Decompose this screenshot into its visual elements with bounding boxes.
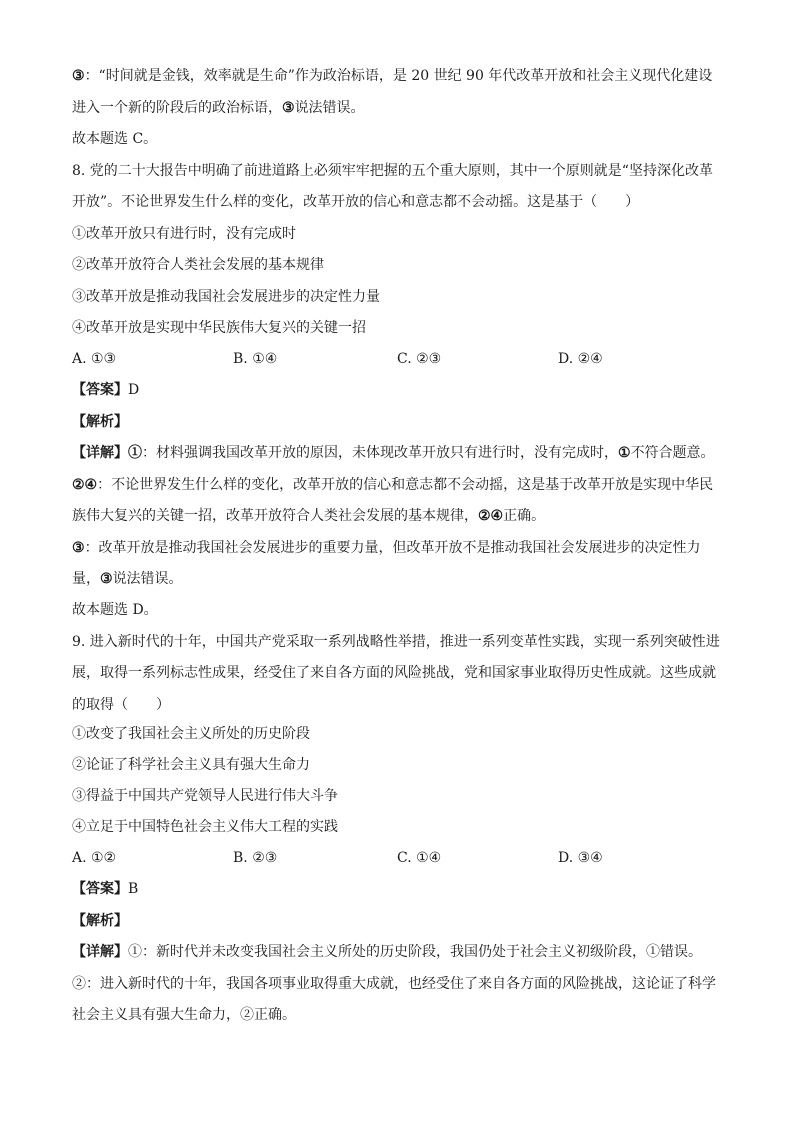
bold-mark: ① (128, 445, 142, 461)
q8-analysis-label: 【解析】 (72, 414, 128, 430)
text: 进入一个新的阶段后的政治标语， (72, 100, 282, 116)
answer-value: B (128, 881, 139, 897)
q9-option-a: A. ①② (72, 850, 117, 866)
text: ①：新时代并未改变我国社会主义所处的历史阶段，我国仍处于社会主义初级阶段，①错误。 (128, 944, 702, 960)
q8-detail-line-5 (72, 569, 728, 589)
q9-stem-line-1: 9. 进入新时代的十年，中国共产党采取一系列战略性举措，推进一系列变革性实践，实现一系列突破性进 (72, 634, 720, 650)
prev-analysis-line-1 (72, 66, 728, 86)
text: ：材料强调我国改革开放的原因，未体现改革开放只有进行时，没有完成时， (142, 445, 618, 461)
q9-statement-1: ①改变了我国社会主义所处的历史阶段 (72, 726, 310, 742)
q8-answer (72, 380, 728, 400)
q9-detail-line-3: 社会主义具有强大生命力，②正确。 (72, 1007, 296, 1023)
text: 说法错误。 (112, 571, 183, 587)
q8-stem-line-1: 8. 党的二十大报告中明确了前进道路上必须牢牢把握的五个重大原则，其中一个原则就是“坚持深化改革 (72, 163, 713, 179)
text: 量， (72, 571, 100, 587)
text: 说法错误。 (294, 100, 365, 116)
q8-stem-line-2: 开放”。不论世界发生什么样的变化，改革开放的信心和意志都不会动摇。这是基于（ ） (72, 194, 640, 210)
q9-option-b: B. ②③ (233, 850, 278, 866)
answer-label: 【答案】 (72, 382, 128, 398)
bold-mark: ③ (72, 540, 85, 556)
prev-conclusion: 故本题选 C。 (72, 131, 158, 147)
q8-conclusion: 故本题选 D。 (72, 602, 158, 618)
text: ：“时间就是金钱，效率就是生命”作为政治标语，是 20 世纪 90 年代改革开放和社会主义现代化建设 (84, 68, 713, 84)
q8-detail-line-2 (72, 475, 728, 495)
q9-statement-3: ③得益于中国共产党领导人民进行伟大斗争 (72, 788, 338, 804)
q9-detail-line-2: ②：进入新时代的十年，我国各项事业取得重大成就，也经受住了来自各方面的风险挑战，这论证了科学 (72, 976, 716, 992)
text: 正确。 (503, 508, 546, 524)
q9-stem-line-2: 展，取得一系列标志性成果，经受住了来自各方面的风险挑战，党和国家事业取得历史性成就。这些成就 (72, 665, 716, 681)
q9-option-d: D. ③④ (558, 850, 603, 866)
bold-mark: ②④ (478, 508, 504, 524)
answer-label: 【答案】 (72, 881, 128, 897)
bold-mark: ③ (282, 100, 295, 116)
q9-stem-line-3: 的取得（ ） (72, 697, 170, 713)
detail-label: 【详解】 (72, 944, 128, 960)
detail-label: 【详解】 (72, 445, 128, 461)
text: 不符合题意。 (630, 445, 715, 461)
q9-statement-2: ②论证了科学社会主义具有强大生命力 (72, 757, 310, 773)
text: ：改革开放是推动我国社会发展进步的重要力量，但改革开放不是推动我国社会发展进步的决定性力 (84, 540, 701, 556)
q9-statement-4: ④立足于中国特色社会主义伟大工程的实践 (72, 819, 338, 835)
q8-detail-line-1 (72, 443, 728, 463)
q9-detail-line-1 (72, 942, 728, 962)
q8-detail-line-4 (72, 538, 728, 558)
q8-statement-3: ③改革开放是推动我国社会发展进步的决定性力量 (72, 289, 380, 305)
bold-mark: ③ (72, 68, 85, 84)
q8-statement-1: ①改革开放只有进行时，没有完成时 (72, 226, 296, 242)
prev-analysis-line-2 (72, 98, 728, 118)
q9-option-c: C. ①④ (397, 850, 442, 866)
q8-statement-2: ②改革开放符合人类社会发展的基本规律 (72, 257, 324, 273)
answer-value: D (128, 382, 140, 398)
q9-answer (72, 879, 728, 899)
bold-mark: ① (618, 445, 631, 461)
q8-option-b: B. ①④ (233, 351, 278, 367)
text: 族伟大复兴的关键一招，改革开放符合人类社会发展的基本规律， (72, 508, 478, 524)
bold-mark: ③ (100, 571, 113, 587)
q8-statement-4: ④改革开放是实现中华民族伟大复兴的关键一招 (72, 320, 366, 336)
q9-analysis-label: 【解析】 (72, 913, 128, 929)
q8-option-d: D. ②④ (558, 351, 603, 367)
q8-option-a: A. ①③ (72, 351, 117, 367)
text: ：不论世界发生什么样的变化，改革开放的信心和意志都不会动摇，这是基于改革开放是实现中华民 (97, 477, 714, 493)
q8-detail-line-3 (72, 506, 728, 526)
q8-option-c: C. ②③ (397, 351, 442, 367)
bold-mark: ②④ (72, 477, 98, 493)
